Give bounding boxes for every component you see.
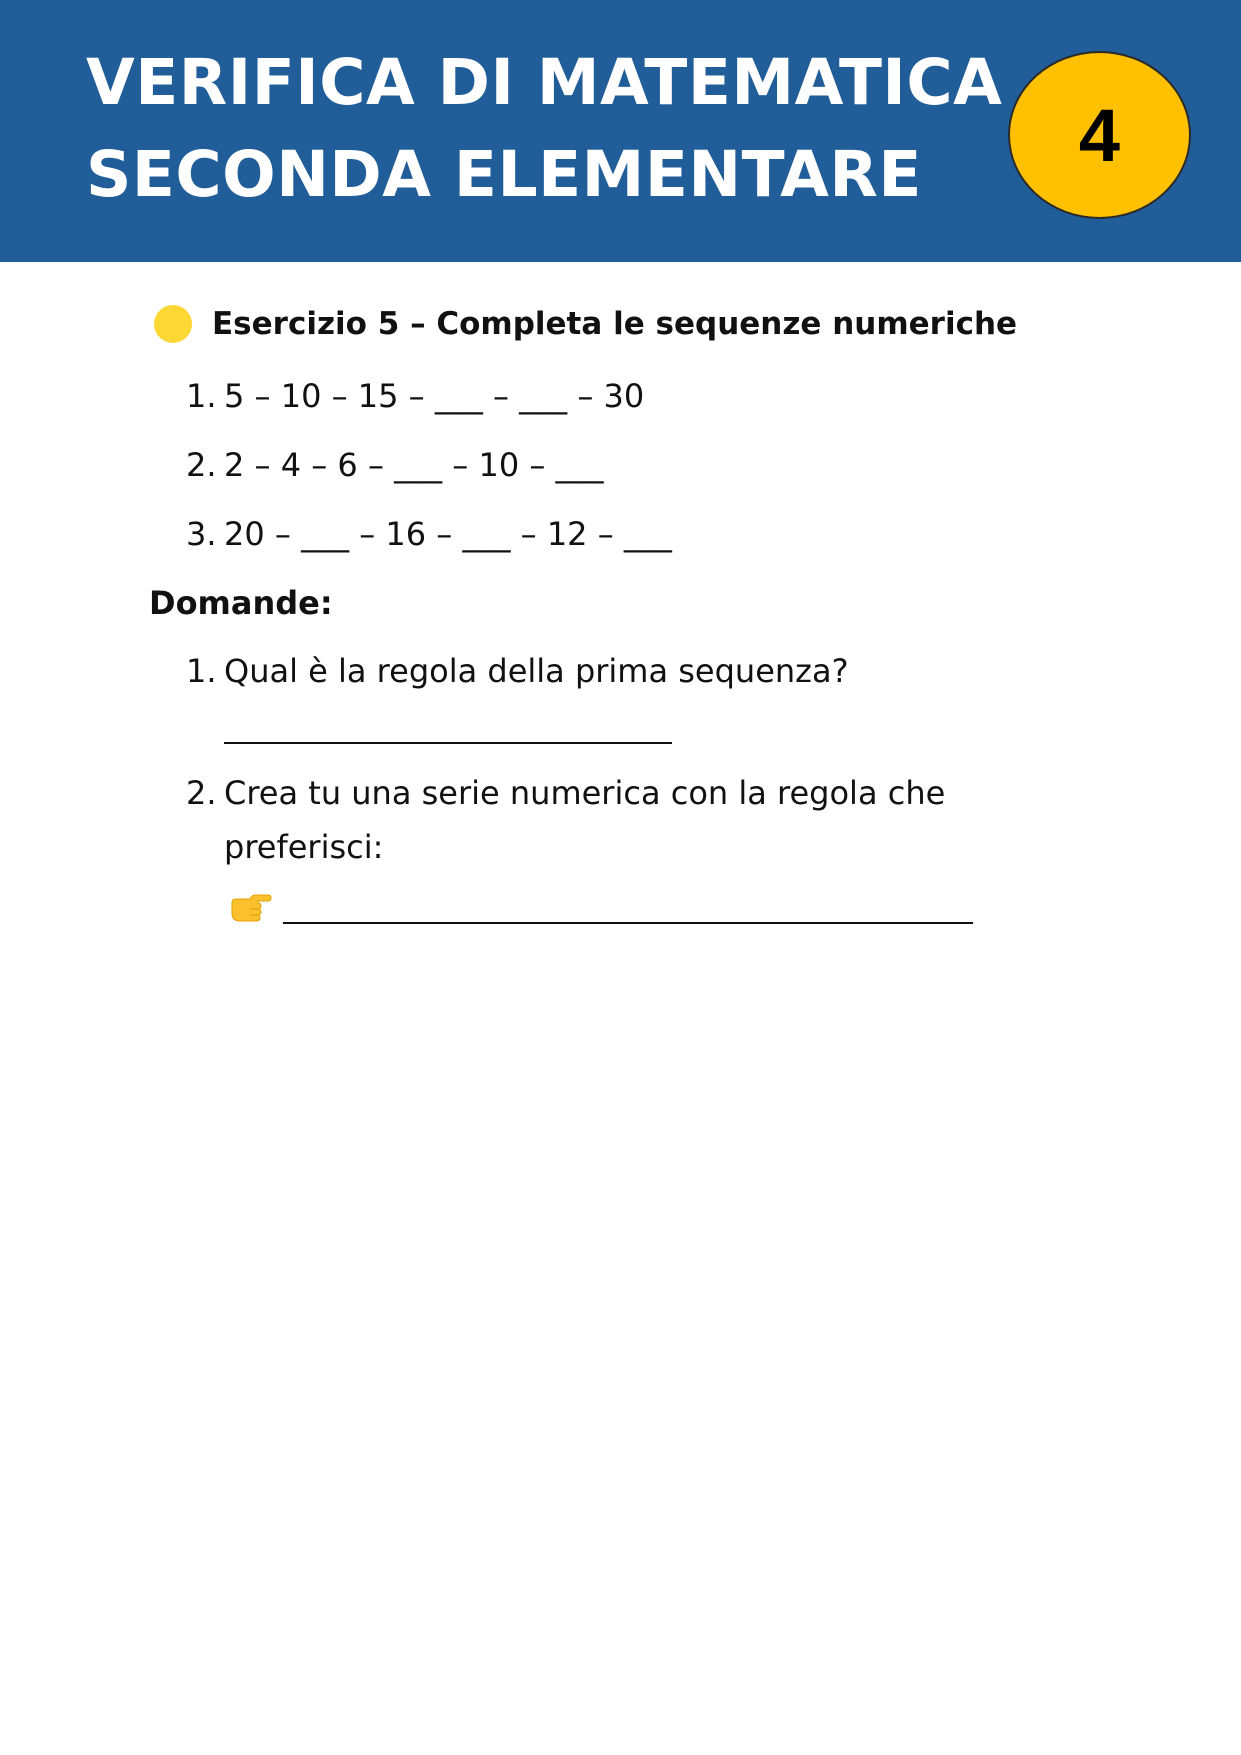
questions-heading: Domande:	[149, 584, 333, 622]
question-item	[186, 652, 849, 690]
badge-number: 4	[1078, 93, 1121, 177]
question-text-line-1: Crea tu una serie numerica con la regola che	[224, 774, 946, 812]
sequence-item	[186, 446, 604, 484]
question-number: 2.	[186, 774, 217, 812]
pointing-hand-icon	[228, 889, 272, 923]
exercise-title-text: Esercizio 5 – Completa le sequenze numeriche	[212, 306, 1018, 342]
yellow-circle-icon	[154, 305, 192, 343]
sequence-item	[186, 515, 672, 553]
sequence-text: 5 – 10 – 15 – ___ – ___ – 30	[224, 377, 645, 415]
question-text: Qual è la regola della prima sequenza?	[224, 652, 849, 690]
question-text-line-2: preferisci:	[224, 828, 384, 866]
title-line-2: SECONDA ELEMENTARE	[86, 138, 922, 211]
sequence-number: 1.	[186, 377, 217, 415]
header-banner	[0, 0, 1241, 262]
answer-line-question-2[interactable]	[283, 922, 973, 924]
sequence-text: 2 – 4 – 6 – ___ – 10 – ___	[224, 446, 604, 484]
sequence-text: 20 – ___ – 16 – ___ – 12 – ___	[224, 515, 672, 553]
sequence-number: 2.	[186, 446, 217, 484]
exercise-title	[154, 305, 1017, 343]
question-number: 1.	[186, 652, 217, 690]
number-badge	[1008, 51, 1191, 219]
sequence-item	[186, 377, 644, 415]
sequence-number: 3.	[186, 515, 217, 553]
answer-line-question-1[interactable]	[224, 742, 672, 744]
title-line-1: VERIFICA DI MATEMATICA	[86, 46, 1003, 119]
question-item	[186, 774, 945, 812]
